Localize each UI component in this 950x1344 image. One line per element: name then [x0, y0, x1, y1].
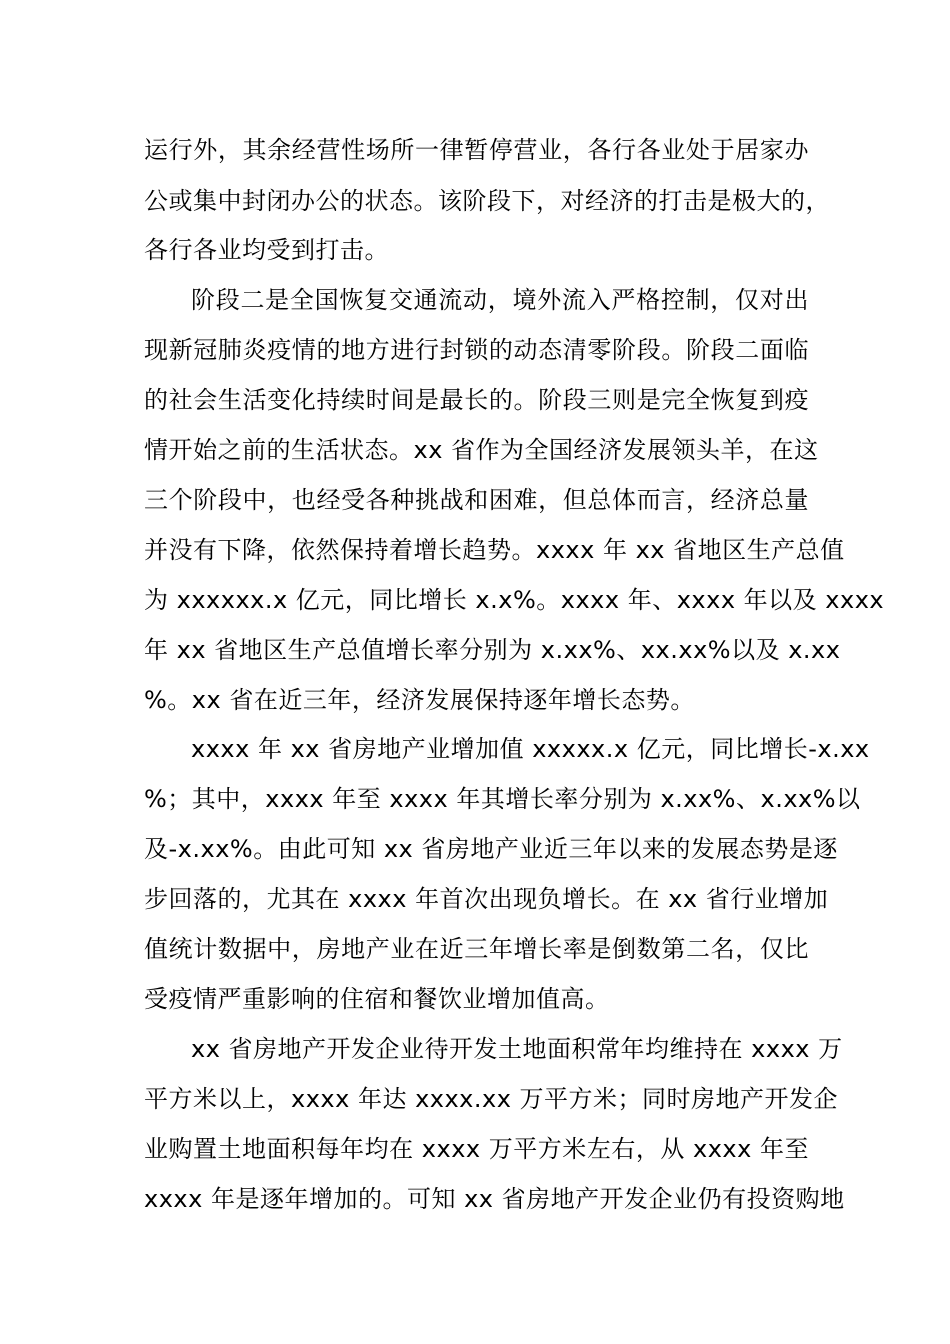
text-line: xxxx 年是逐年增加的。可知 xx 省房地产开发企业仍有投资购地: [144, 1185, 845, 1213]
text-line: 三个阶段中，也经受各种挑战和困难，但总体而言，经济总量: [144, 486, 809, 514]
text-line: 情开始之前的生活状态。xx 省作为全国经济发展领头羊，在这: [144, 436, 819, 464]
text-line: 运行外，其余经营性场所一律暂停营业，各行各业处于居家办: [144, 136, 809, 164]
text-line: 现新冠肺炎疫情的地方进行封锁的动态清零阶段。阶段二面临: [144, 336, 809, 364]
text-line: 步回落的，尤其在 xxxx 年首次出现负增长。在 xx 省行业增加: [144, 885, 829, 913]
text-line: 年 xx 省地区生产总值增长率分别为 x.xx%、xx.xx%以及 x.xx: [144, 636, 841, 664]
text-line: 受疫情严重影响的住宿和餐饮业增加值高。: [144, 985, 610, 1013]
text-line: 值统计数据中，房地产业在近三年增长率是倒数第二名，仅比: [144, 935, 809, 963]
text-line: %。xx 省在近三年，经济发展保持逐年增长态势。: [144, 686, 695, 714]
text-line: 为 xxxxxx.x 亿元，同比增长 x.x%。xxxx 年、xxxx 年以及 xxxx: [144, 586, 885, 614]
text-line: 的社会生活变化持续时间是最长的。阶段三则是完全恢复到疫: [144, 386, 809, 414]
text-line: 并没有下降，依然保持着增长趋势。xxxx 年 xx 省地区生产总值: [144, 536, 845, 564]
text-line: 业购置土地面积每年均在 xxxx 万平方米左右，从 xxxx 年至: [144, 1135, 809, 1163]
text-line: 平方米以上，xxxx 年达 xxxx.xx 万平方米；同时房地产开发企: [144, 1085, 839, 1113]
text-line: 及-x.xx%。由此可知 xx 省房地产业近三年以来的发展态势是逐: [144, 835, 838, 863]
paragraph-first-line: xx 省房地产开发企业待开发土地面积常年均维持在 xxxx 万: [191, 1035, 843, 1063]
text-line: 公或集中封闭办公的状态。该阶段下，对经济的打击是极大的，: [144, 187, 830, 215]
text-line: %；其中，xxxx 年至 xxxx 年其增长率分别为 x.xx%、x.xx%以: [144, 785, 861, 813]
text-line: 各行各业均受到打击。: [144, 236, 389, 264]
paragraph-first-line: 阶段二是全国恢复交通流动，境外流入严格控制，仅对出: [191, 286, 809, 314]
paragraph-first-line: xxxx 年 xx 省房地产业增加值 xxxxx.x 亿元，同比增长-x.xx: [191, 735, 870, 763]
